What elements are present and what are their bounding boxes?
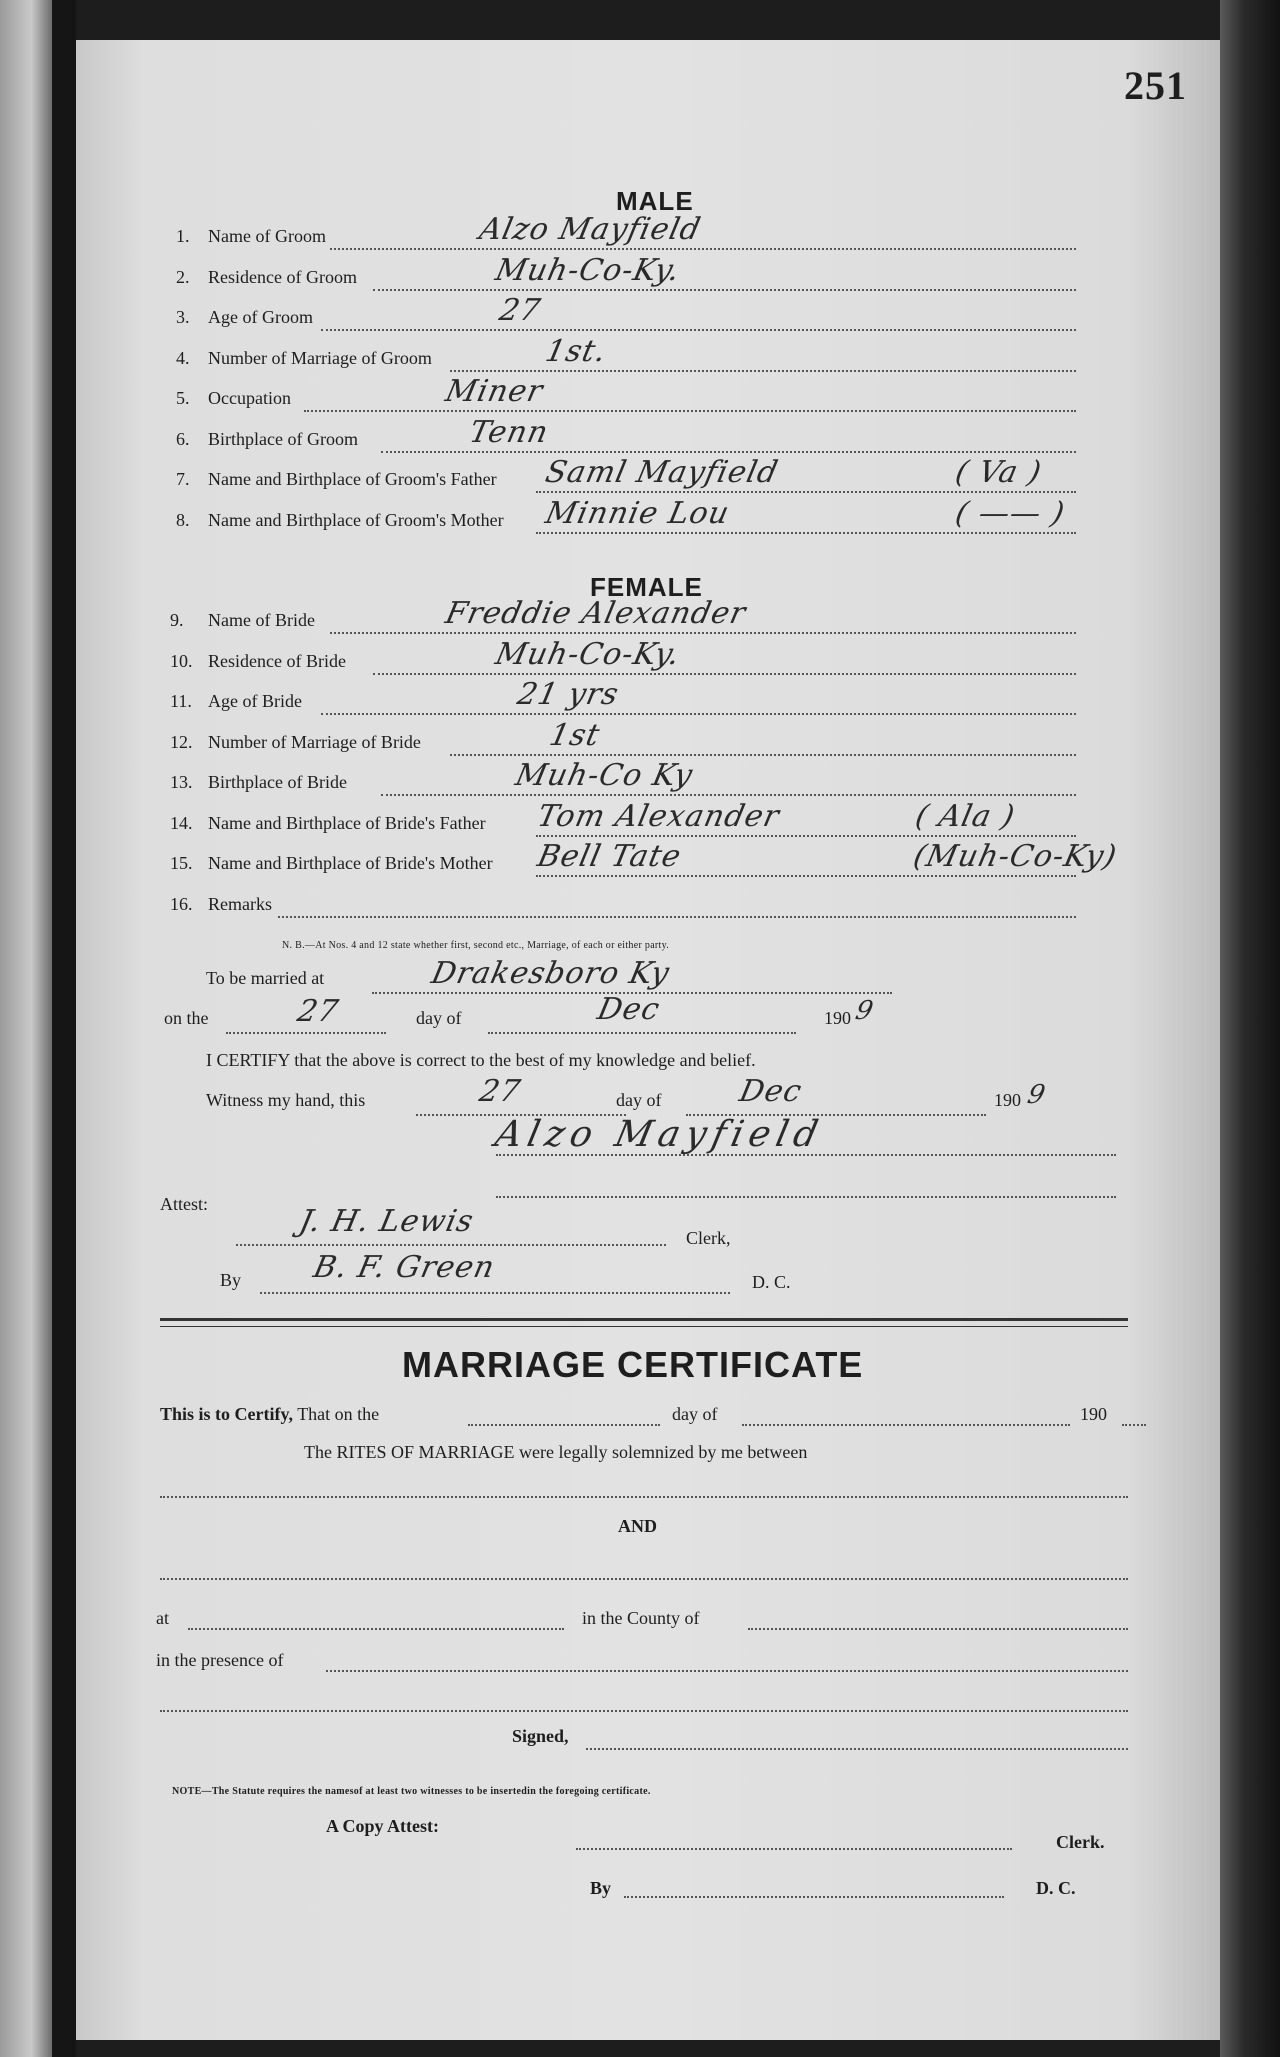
male-field-label: Residence of Groom — [208, 266, 357, 287]
marriage-place-value: Drakesboro Ky — [428, 956, 673, 991]
cert-this-is-to-certify: This is to Certify, — [160, 1404, 293, 1424]
male-field-label: Number of Marriage of Groom — [208, 347, 432, 368]
clerk-line — [236, 1244, 666, 1246]
male-heading: MALE — [616, 186, 694, 216]
on-the-label: on the — [164, 1008, 209, 1028]
male-field-number: 7. — [176, 469, 190, 489]
male-field-label: Birthplace of Groom — [208, 428, 358, 449]
female-field-number: 10. — [170, 650, 193, 671]
female-field-number: 13. — [170, 772, 193, 792]
book-gutter — [52, 0, 76, 2057]
cert-year-prefix: 190 — [1080, 1404, 1107, 1424]
male-field-value: 1st. — [542, 333, 610, 369]
witness-year-digit: 9 — [1024, 1080, 1049, 1110]
cert-clerk: Clerk. — [1056, 1832, 1105, 1852]
female-field-line — [321, 713, 1076, 715]
male-field-label: Name of Groom — [208, 226, 326, 246]
cert-by: By — [590, 1878, 612, 1898]
male-field-birthplace: ( —— ) — [952, 495, 1069, 531]
on-the-month: Dec — [594, 992, 664, 1027]
male-field-line — [373, 289, 1076, 291]
female-field-value: Bell Tate — [534, 839, 685, 874]
cert-presence: in the presence of — [156, 1650, 284, 1670]
on-the-day-line — [226, 1032, 386, 1034]
female-field-value: Muh-Co Ky — [512, 758, 697, 793]
male-field-label: Age of Groom — [208, 307, 313, 327]
cert-month-line — [742, 1424, 1070, 1426]
nb-note: N. B.—At Nos. 4 and 12 state whether first, second etc., Marriage, of each or either party. — [282, 940, 670, 951]
dc-signature: B. F. Green — [310, 1250, 499, 1285]
cert-party2-line — [160, 1578, 1128, 1580]
male-field-label: Name and Birthplace of Groom's Mother — [208, 509, 504, 530]
male-field-number: 3. — [176, 307, 190, 327]
female-field-value: Freddie Alexander — [442, 596, 750, 631]
male-field-birthplace: ( Va ) — [952, 455, 1046, 490]
on-the-month-line — [488, 1032, 796, 1034]
male-field-line — [304, 410, 1076, 412]
cert-presence-line — [326, 1670, 1128, 1672]
male-field-number: 8. — [176, 509, 190, 530]
female-field-number: 16. — [170, 893, 193, 914]
cert-year-line — [1122, 1424, 1146, 1426]
male-field-value: 27 — [496, 293, 544, 328]
male-field-number: 6. — [176, 428, 190, 449]
cert-at: at — [156, 1608, 169, 1628]
by-label: By — [220, 1270, 242, 1290]
male-field-line — [450, 370, 1076, 372]
female-field-label: Name of Bride — [208, 610, 315, 630]
groom-signature: Alzo Mayfield — [491, 1114, 828, 1155]
male-field-label: Name and Birthplace of Groom's Father — [208, 469, 497, 489]
female-field-value: 1st — [546, 717, 604, 753]
cert-dc-line — [624, 1896, 1004, 1898]
cert-that-on-the: That on the — [297, 1404, 380, 1424]
cert-party1-line — [160, 1496, 1128, 1498]
register-page — [76, 40, 1220, 2040]
cert-clerk-line — [576, 1848, 1012, 1850]
on-the-year-prefix: 190 — [824, 1008, 851, 1028]
cert-at-line — [188, 1628, 564, 1630]
female-field-line — [536, 835, 1076, 837]
female-field-label: Name and Birthplace of Bride's Mother — [208, 853, 493, 873]
attest-label: Attest: — [160, 1194, 208, 1214]
page-edge-shadow — [1220, 0, 1280, 2057]
female-field-label: Remarks — [208, 893, 272, 914]
female-field-label: Residence of Bride — [208, 650, 346, 671]
female-field-number: 9. — [170, 610, 184, 630]
female-field-value: Muh-Co-Ky. — [492, 636, 684, 672]
female-field-label: Number of Marriage of Bride — [208, 731, 421, 752]
witness-day: 27 — [476, 1074, 524, 1109]
female-field-line — [381, 794, 1076, 796]
female-field-line — [450, 754, 1076, 756]
divider-bottom — [160, 1326, 1128, 1327]
witness-label: Witness my hand, this — [206, 1090, 366, 1110]
female-field-number: 14. — [170, 812, 193, 833]
marriage-place-label: To be married at — [206, 968, 325, 988]
cert-dc: D. C. — [1036, 1878, 1076, 1898]
clerk-label: Clerk, — [686, 1228, 731, 1248]
male-field-value: Muh-Co-Ky. — [492, 252, 684, 288]
page-number: 251 — [1124, 63, 1187, 108]
male-field-line — [536, 532, 1076, 534]
cert-county: in the County of — [582, 1608, 700, 1628]
on-the-day: 27 — [294, 994, 342, 1029]
cert-rites: The RITES OF MARRIAGE were legally solemnized by me between — [304, 1442, 808, 1462]
on-the-year-digit: 9 — [852, 996, 877, 1026]
male-field-number: 5. — [176, 388, 190, 408]
male-field-value: Alzo Mayfield — [476, 212, 705, 247]
female-field-number: 11. — [170, 691, 192, 711]
male-field-label: Occupation — [208, 388, 291, 408]
cert-county-line — [748, 1628, 1128, 1630]
male-field-value: Tenn — [466, 414, 552, 450]
female-field-value: 21 yrs — [514, 677, 623, 712]
witness-month: Dec — [736, 1074, 806, 1109]
female-field-label: Name and Birthplace of Bride's Father — [208, 812, 486, 833]
female-field-value: Tom Alexander — [534, 798, 783, 834]
male-field-line — [330, 248, 1076, 250]
cert-day-of: day of — [672, 1404, 718, 1424]
female-field-birthplace: (Muh-Co-Ky) — [910, 839, 1121, 874]
cert-signed-line — [586, 1748, 1128, 1750]
cert-presence-line-2 — [160, 1710, 1128, 1712]
male-field-value: Saml Mayfield — [542, 455, 782, 490]
adjacent-page-edge — [0, 0, 52, 2057]
female-field-label: Age of Bride — [208, 691, 302, 711]
cert-copy-attest: A Copy Attest: — [326, 1816, 439, 1836]
signature-line-2 — [496, 1196, 1116, 1198]
female-field-number: 12. — [170, 731, 193, 752]
male-field-line — [536, 491, 1076, 493]
dc-label: D. C. — [752, 1272, 791, 1292]
female-heading: FEMALE — [590, 572, 703, 602]
cert-statute-note: NOTE—The Statute requires the namesof at least two witnesses to be insertedin the foregoing certificate. — [172, 1786, 651, 1797]
male-field-line — [381, 451, 1076, 453]
male-field-value: Minnie Lou — [542, 495, 733, 531]
dc-line — [260, 1292, 730, 1294]
female-field-line — [278, 916, 1076, 918]
witness-day-of-label: day of — [616, 1090, 662, 1110]
cert-signed: Signed, — [512, 1726, 569, 1746]
male-field-value: Miner — [442, 374, 547, 409]
certificate-title: MARRIAGE CERTIFICATE — [402, 1344, 864, 1385]
male-field-line — [321, 329, 1076, 331]
divider-top — [160, 1318, 1128, 1321]
male-field-number: 1. — [176, 226, 190, 246]
clerk-signature: J. H. Lewis — [296, 1204, 478, 1239]
on-the-day-of-label: day of — [416, 1008, 462, 1028]
female-field-number: 15. — [170, 853, 193, 873]
female-field-label: Birthplace of Bride — [208, 772, 347, 792]
cert-and: AND — [618, 1516, 657, 1536]
female-field-line — [373, 673, 1076, 675]
male-field-number: 4. — [176, 347, 190, 368]
certify-text: I CERTIFY that the above is correct to the best of my knowledge and belief. — [206, 1050, 756, 1070]
witness-year-prefix: 190 — [994, 1090, 1021, 1110]
female-field-birthplace: ( Ala ) — [912, 798, 1019, 834]
female-field-line — [536, 875, 1076, 877]
cert-day-line — [468, 1424, 660, 1426]
male-field-number: 2. — [176, 266, 190, 287]
female-field-line — [330, 632, 1076, 634]
